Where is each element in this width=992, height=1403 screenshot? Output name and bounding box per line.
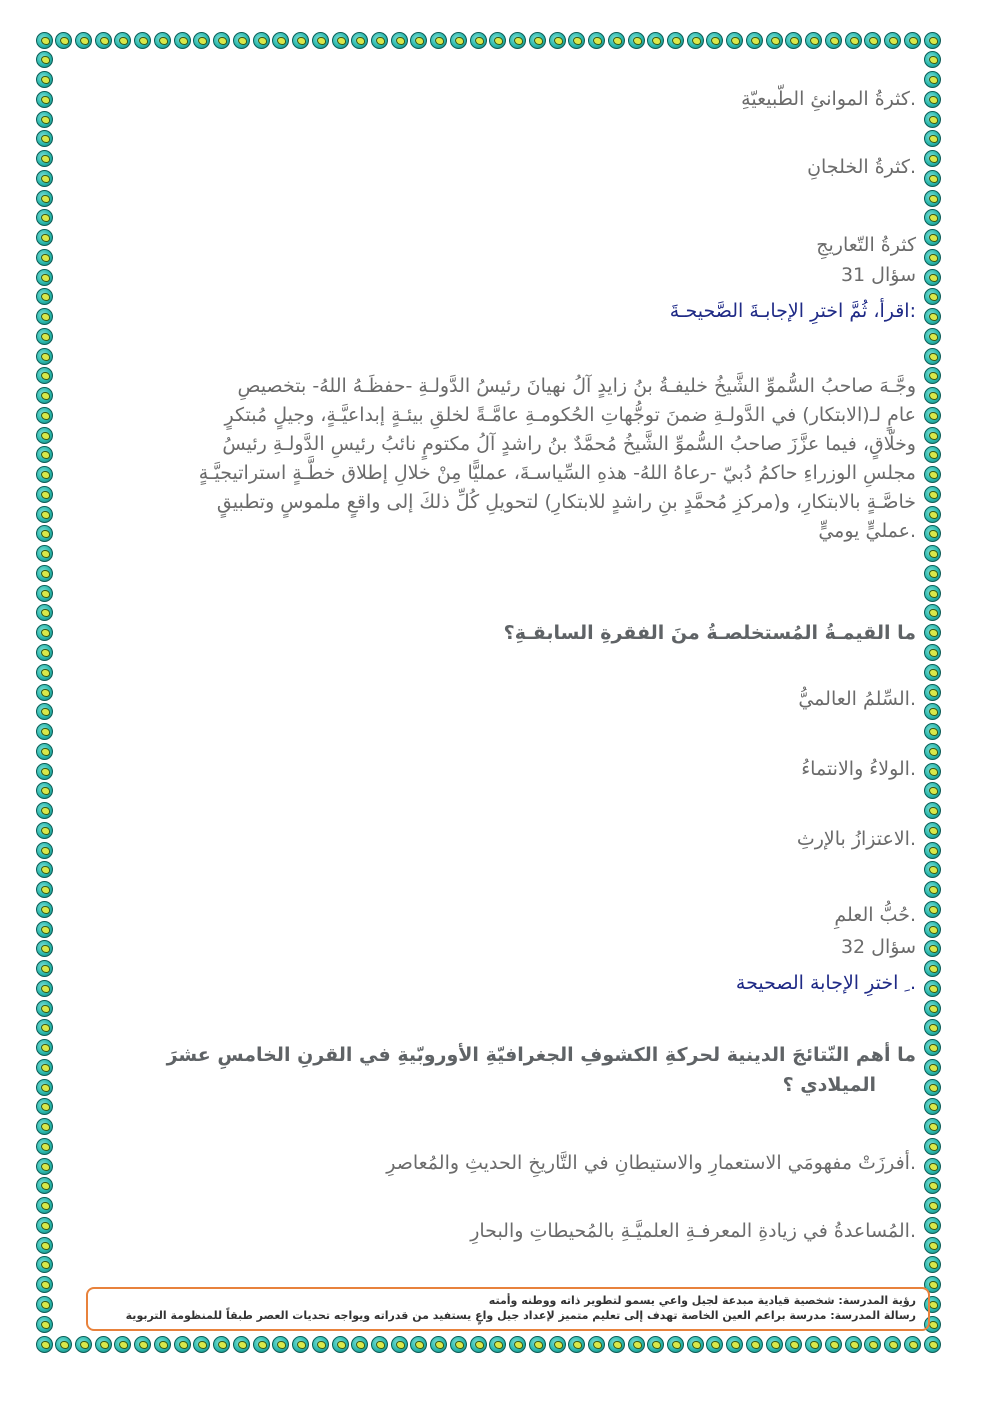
globe-icon	[36, 446, 53, 463]
globe-icon	[667, 1336, 684, 1353]
globe-icon	[924, 1336, 941, 1353]
globe-icon	[924, 32, 941, 49]
globe-icon	[410, 32, 427, 49]
globe-icon	[36, 150, 53, 167]
globe-icon	[924, 1039, 941, 1056]
globe-icon	[36, 1336, 53, 1353]
paragraph-line: خاصَّـةٍ بالابتكارِ، و(مركزِ مُحمَّدٍ بنِ راشدٍ للابتكارِ) لتحويلِ كُلِّ ذلكَ إلى واقعٍ ملموسٍ وتطبيقٍ	[216, 491, 916, 513]
globe-icon	[272, 1336, 289, 1353]
globe-icon	[687, 32, 704, 49]
globe-icon	[924, 763, 941, 780]
globe-icon	[36, 822, 53, 839]
globe-icon	[36, 407, 53, 424]
globe-icon	[36, 1197, 53, 1214]
globe-icon	[924, 91, 941, 108]
globe-icon	[36, 506, 53, 523]
globe-icon	[924, 506, 941, 523]
option-indentations: كثرةُ التّعاريجِ	[816, 234, 916, 256]
globe-icon	[114, 32, 131, 49]
globe-icon	[924, 1098, 941, 1115]
question-32-line-1: ما أهم النّتائجَ الدينية لحركةِ الكشوفِ الجغرافيّةِ الأوروبّيةِ في القرنِ الخامسِ عشرَ	[166, 1044, 916, 1066]
globe-icon	[924, 980, 941, 997]
globe-icon	[647, 32, 664, 49]
globe-icon	[470, 1336, 487, 1353]
globe-icon	[36, 328, 53, 345]
globe-icon	[588, 1336, 605, 1353]
globe-icon	[36, 249, 53, 266]
globe-icon	[924, 743, 941, 760]
globe-icon	[36, 842, 53, 859]
globe-icon	[36, 308, 53, 325]
globe-icon	[568, 32, 585, 49]
globe-icon	[36, 980, 53, 997]
globe-icon	[924, 71, 941, 88]
globe-icon	[489, 1336, 506, 1353]
globe-icon	[529, 32, 546, 49]
globe-icon	[509, 32, 526, 49]
globe-icon	[36, 1217, 53, 1234]
globe-icon	[884, 32, 901, 49]
globe-icon	[36, 703, 53, 720]
globe-icon	[924, 1197, 941, 1214]
globe-icon	[924, 209, 941, 226]
globe-icon	[924, 723, 941, 740]
globe-icon	[36, 782, 53, 799]
globe-icon	[924, 960, 941, 977]
globe-icon	[924, 150, 941, 167]
globe-icon	[36, 723, 53, 740]
globe-icon	[36, 1237, 53, 1254]
globe-icon	[213, 1336, 230, 1353]
globe-icon	[75, 32, 92, 49]
globe-icon	[785, 1336, 802, 1353]
globe-icon	[825, 32, 842, 49]
globe-icon	[36, 525, 53, 542]
globe-icon	[628, 32, 645, 49]
globe-icon	[36, 1079, 53, 1096]
globe-icon	[174, 1336, 191, 1353]
globe-icon	[470, 32, 487, 49]
globe-icon	[36, 565, 53, 582]
globe-icon	[924, 486, 941, 503]
globe-icon	[391, 32, 408, 49]
globe-icon	[36, 209, 53, 226]
globe-icon	[924, 842, 941, 859]
globe-icon	[924, 921, 941, 938]
globe-icon	[924, 51, 941, 68]
globe-icon	[36, 1276, 53, 1293]
globe-icon	[825, 1336, 842, 1353]
globe-icon	[36, 71, 53, 88]
globe-icon	[647, 1336, 664, 1353]
option-heritage-pride: .الاعتزازُ بالإرثِ	[796, 828, 916, 850]
globe-icon	[924, 1000, 941, 1017]
globe-icon	[95, 1336, 112, 1353]
globe-icon	[924, 644, 941, 661]
globe-icon	[608, 1336, 625, 1353]
globe-icon	[924, 190, 941, 207]
globe-icon	[588, 32, 605, 49]
globe-icon	[904, 1336, 921, 1353]
globe-icon	[726, 1336, 743, 1353]
globe-icon	[924, 901, 941, 918]
globe-icon	[924, 861, 941, 878]
globe-icon	[36, 1256, 53, 1273]
globe-icon	[36, 1000, 53, 1017]
globe-icon	[924, 802, 941, 819]
globe-icon	[75, 1336, 92, 1353]
globe-icon	[924, 308, 941, 325]
option-bays: .كثرةُ الخلجانِ	[807, 156, 916, 178]
globe-icon	[924, 229, 941, 246]
globe-icon	[55, 1336, 72, 1353]
globe-icon	[924, 1138, 941, 1155]
option-colonialism: .أفرزَتْ مفهومَي الاستعمارِ والاستيطانِ في التَّاريخِ الحديثِ والمُعاصرِ	[386, 1152, 916, 1174]
option-natural-ports: .كثرةُ الموانئِ الطّبيعيّةِ	[741, 88, 916, 110]
globe-icon	[924, 684, 941, 701]
globe-icon	[746, 1336, 763, 1353]
globe-icon	[36, 802, 53, 819]
globe-icon	[114, 1336, 131, 1353]
school-footer	[86, 1287, 930, 1331]
globe-icon	[884, 1336, 901, 1353]
globe-icon	[687, 1336, 704, 1353]
question-31-number: سؤال 31	[840, 264, 916, 286]
globe-icon	[924, 1019, 941, 1036]
globe-icon	[785, 32, 802, 49]
globe-icon	[36, 545, 53, 562]
globe-icon	[292, 1336, 309, 1353]
globe-icon	[36, 644, 53, 661]
globe-icon	[36, 288, 53, 305]
globe-icon	[36, 269, 53, 286]
paragraph-line: مجلسِ الوزراءِ حاكمُ دُبيّ -رعاهُ اللهُ- هذهِ السِّياسـةَ، عمليًّا مِنْ خلالِ إطلاق خطَّـةٍ استراتيجيَّـةٍ	[198, 462, 916, 484]
globe-icon	[924, 249, 941, 266]
globe-icon	[805, 1336, 822, 1353]
globe-icon	[924, 269, 941, 286]
globe-icon	[36, 111, 53, 128]
globe-icon	[332, 1336, 349, 1353]
school-vision: رؤية المدرسة: شخصية قيادية مبدعة لجيل واعي يسمو لتطوير ذاته ووطنه وأمته	[488, 1294, 916, 1307]
globe-icon	[36, 585, 53, 602]
globe-icon	[36, 604, 53, 621]
globe-icon	[805, 32, 822, 49]
globe-icon	[924, 446, 941, 463]
globe-icon	[450, 1336, 467, 1353]
option-scientific-knowledge: .المُساعدةُ في زيادةِ المعرفـةِ العلميَّـةِ بالمُحيطاتِ والبحارِ	[470, 1220, 916, 1242]
globe-icon	[36, 427, 53, 444]
globe-icon	[391, 1336, 408, 1353]
globe-icon	[845, 32, 862, 49]
globe-icon	[371, 32, 388, 49]
globe-icon	[36, 664, 53, 681]
globe-icon	[36, 348, 53, 365]
globe-icon	[36, 743, 53, 760]
globe-icon	[36, 960, 53, 977]
globe-icon	[233, 1336, 250, 1353]
globe-icon	[36, 1138, 53, 1155]
paragraph-line: وخلّاقٍ، فيما عزَّزَ صاحبُ السُّموِّ الشَّيخُ مُحمَّدٌ بنُ راشدٍ آلُ مكتومٍ نائبُ رئيسِ الدَّولـةِ رئيسُ	[222, 433, 916, 455]
globe-icon	[36, 91, 53, 108]
globe-icon	[706, 1336, 723, 1353]
globe-icon	[924, 407, 941, 424]
globe-icon	[924, 703, 941, 720]
globe-icon	[924, 1177, 941, 1194]
paragraph-line: عامٍ لـ(الابتكار) في الدَّولـةِ ضمنَ توجُّهاتِ الحُكومـةِ عامَّـةً لخلقِ بيئـةٍ إبداعيَّـةٍ، وجيلٍ مُبتكرٍ	[224, 404, 916, 426]
globe-icon	[312, 1336, 329, 1353]
school-mission: رسالة المدرسة: مدرسة براعم العين الخاصة تهدف إلى تعليم متميز لإعداد جيل واعٍ يستفيد من قدراته ويواجه تحديات العصر طبقاً للمنظومة التربوية	[125, 1309, 916, 1322]
globe-icon	[924, 288, 941, 305]
option-love-of-science: .حُبُّ العلمِ	[834, 904, 916, 926]
globe-icon	[766, 1336, 783, 1353]
globe-icon	[36, 130, 53, 147]
globe-icon	[36, 170, 53, 187]
question-32-text	[96, 1040, 916, 1100]
globe-icon	[746, 32, 763, 49]
globe-icon	[924, 328, 941, 345]
globe-icon	[36, 901, 53, 918]
globe-icon	[924, 822, 941, 839]
globe-icon	[924, 130, 941, 147]
globe-icon	[924, 387, 941, 404]
globe-icon	[95, 32, 112, 49]
question-31-paragraph	[96, 372, 916, 546]
globe-icon	[36, 367, 53, 384]
globe-icon	[36, 861, 53, 878]
question-31-instruction: :اقرأ، ثُمَّ اخترِ الإجابـةَ الصَّحيحـةَ	[669, 300, 916, 322]
globe-icon	[154, 32, 171, 49]
globe-icon	[36, 1316, 53, 1333]
globe-icon	[904, 32, 921, 49]
globe-icon	[706, 32, 723, 49]
globe-icon	[36, 684, 53, 701]
globe-icon	[312, 32, 329, 49]
globe-icon	[36, 921, 53, 938]
globe-icon	[36, 1019, 53, 1036]
globe-icon	[924, 782, 941, 799]
globe-icon	[36, 763, 53, 780]
globe-icon	[726, 32, 743, 49]
paragraph-line: .عمليٍّ يوميٍّ	[818, 520, 916, 542]
globe-icon	[667, 32, 684, 49]
globe-icon	[233, 32, 250, 49]
globe-icon	[924, 545, 941, 562]
globe-icon	[924, 1237, 941, 1254]
question-32-number: سؤال 32	[840, 936, 916, 958]
globe-icon	[924, 367, 941, 384]
globe-icon	[766, 32, 783, 49]
globe-icon	[924, 1059, 941, 1076]
globe-icon	[36, 624, 53, 641]
globe-icon	[924, 1217, 941, 1234]
globe-icon	[924, 585, 941, 602]
question-31-text: ما القيمـةُ المُستخلصـةُ منَ الفقرةِ السابقـةِ؟	[503, 622, 916, 644]
globe-icon	[292, 32, 309, 49]
globe-icon	[450, 32, 467, 49]
globe-icon	[36, 387, 53, 404]
globe-icon	[549, 32, 566, 49]
globe-icon	[924, 624, 941, 641]
globe-icon	[193, 1336, 210, 1353]
globe-icon	[36, 51, 53, 68]
globe-icon	[430, 32, 447, 49]
globe-icon	[410, 1336, 427, 1353]
paragraph-line: وجَّـهَ صاحبُ السُّموِّ الشَّيخُ خليفـةُ بنُ زايدٍ آلُ نهيانَ رئيسُ الدَّولـةِ -حفظَـهُ اللهُ- بتخصيصِ	[237, 375, 916, 397]
globe-icon	[193, 32, 210, 49]
globe-icon	[351, 32, 368, 49]
globe-icon	[55, 32, 72, 49]
globe-icon	[154, 1336, 171, 1353]
globe-icon	[924, 1079, 941, 1096]
globe-icon	[332, 32, 349, 49]
globe-icon	[253, 32, 270, 49]
globe-icon	[36, 1098, 53, 1115]
globe-icon	[924, 427, 941, 444]
globe-icon	[36, 190, 53, 207]
globe-icon	[924, 1158, 941, 1175]
globe-icon	[36, 32, 53, 49]
globe-icon	[924, 604, 941, 621]
globe-icon	[174, 32, 191, 49]
globe-icon	[529, 1336, 546, 1353]
globe-icon	[213, 32, 230, 49]
globe-icon	[924, 111, 941, 128]
globe-icon	[36, 1296, 53, 1313]
globe-icon	[36, 229, 53, 246]
globe-icon	[371, 1336, 388, 1353]
globe-icon	[36, 1059, 53, 1076]
globe-icon	[549, 1336, 566, 1353]
globe-icon	[845, 1336, 862, 1353]
globe-icon	[608, 32, 625, 49]
globe-icon	[272, 32, 289, 49]
globe-icon	[864, 1336, 881, 1353]
globe-icon	[628, 1336, 645, 1353]
globe-icon	[430, 1336, 447, 1353]
option-loyalty: .الولاءُ والانتماءُ	[801, 758, 916, 780]
globe-icon	[864, 32, 881, 49]
globe-icon	[36, 940, 53, 957]
question-32-line-2: الميلادي ؟	[782, 1074, 876, 1096]
globe-icon	[924, 170, 941, 187]
globe-icon	[134, 1336, 151, 1353]
globe-icon	[924, 881, 941, 898]
globe-icon	[36, 881, 53, 898]
globe-icon	[351, 1336, 368, 1353]
option-world-peace: .السِّلمُ العالميُّ	[798, 688, 916, 710]
globe-icon	[36, 1158, 53, 1175]
globe-icon	[36, 1177, 53, 1194]
globe-icon	[924, 565, 941, 582]
globe-icon	[36, 466, 53, 483]
globe-icon	[253, 1336, 270, 1353]
globe-icon	[489, 32, 506, 49]
globe-icon	[134, 32, 151, 49]
globe-icon	[924, 940, 941, 957]
globe-icon	[924, 1256, 941, 1273]
question-32-instruction: . ِ اخترِ الإجابة الصحيحة	[735, 972, 916, 994]
globe-icon	[924, 1118, 941, 1135]
globe-icon	[568, 1336, 585, 1353]
globe-icon	[509, 1336, 526, 1353]
globe-icon	[924, 664, 941, 681]
globe-icon	[36, 1039, 53, 1056]
globe-icon	[924, 348, 941, 365]
globe-icon	[924, 525, 941, 542]
globe-icon	[924, 466, 941, 483]
globe-icon	[36, 1118, 53, 1135]
globe-icon	[36, 486, 53, 503]
